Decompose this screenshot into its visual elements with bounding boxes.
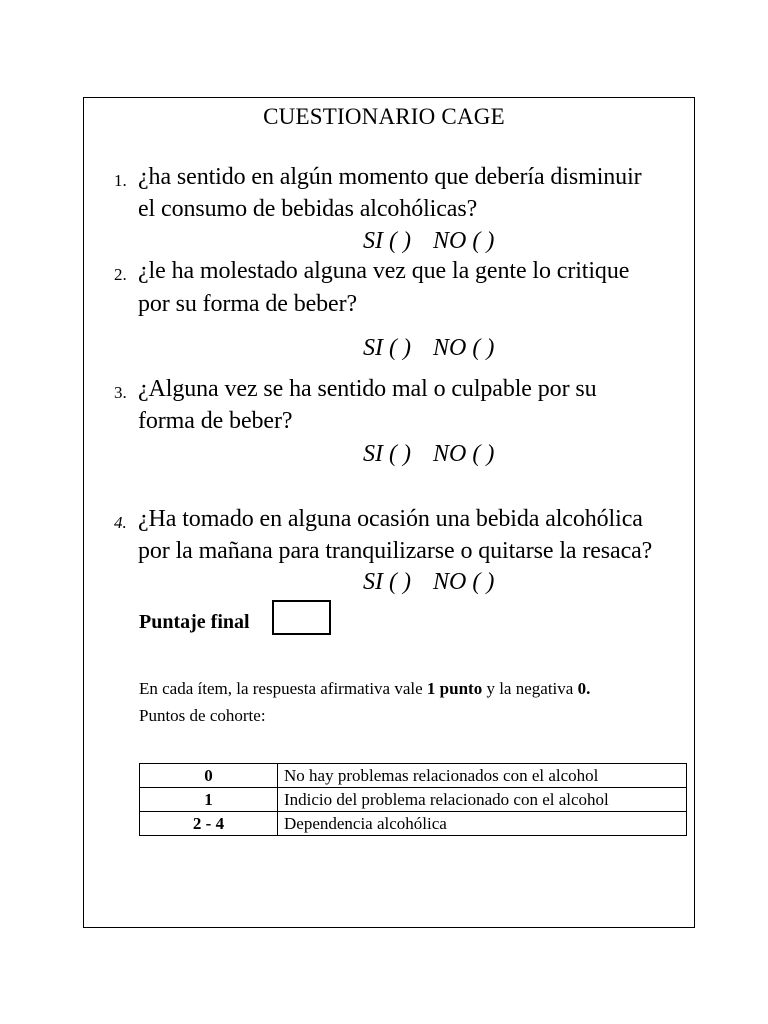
- question-3-line-2: forma de beber?: [138, 408, 293, 434]
- cutoff-description: Indicio del problema relacionado con el alcohol: [278, 788, 687, 812]
- scoring-note-point: 1 punto: [426, 679, 483, 698]
- question-1-line-2: el consumo de bebidas alcohólicas?: [138, 196, 478, 222]
- question-4-no-option[interactable]: NO ( ): [432, 569, 495, 595]
- question-1-number: 1.: [114, 171, 127, 190]
- cutoff-score: 1: [140, 788, 278, 812]
- question-2-yes-option[interactable]: SI ( ): [363, 335, 411, 361]
- cutoff-description: Dependencia alcohólica: [278, 812, 687, 836]
- table-row: [140, 812, 687, 836]
- cutoff-description: No hay problemas relacionados con el alcohol: [278, 764, 687, 788]
- final-score-label: Puntaje final: [139, 611, 250, 633]
- question-2-line-2: por su forma de beber?: [138, 291, 358, 317]
- cutoff-score: 2 - 4: [140, 812, 278, 836]
- question-1-no-option[interactable]: NO ( ): [432, 228, 495, 254]
- question-4-answer: [363, 569, 494, 596]
- question-3-no-option[interactable]: NO ( ): [432, 441, 495, 467]
- question-2-number: 2.: [114, 265, 127, 284]
- question-4-yes-option[interactable]: SI ( ): [363, 569, 411, 595]
- table-row: [140, 788, 687, 812]
- question-4-line-2: por la mañana para tranquilizarse o quitarse la resaca?: [138, 538, 653, 564]
- question-2-line-1: ¿le ha molestado alguna vez que la gente lo critique: [138, 258, 630, 284]
- question-4-line-1: ¿Ha tomado en alguna ocasión una bebida alcohólica: [138, 506, 643, 532]
- cutoff-score: 0: [140, 764, 278, 788]
- cutoff-table: [139, 763, 687, 836]
- question-3-number: 3.: [114, 383, 127, 402]
- document-title: CUESTIONARIO CAGE: [263, 104, 505, 129]
- cutoff-heading: Puntos de cohorte:: [139, 706, 266, 725]
- question-1-answer: [363, 228, 494, 255]
- question-1-yes-option[interactable]: SI ( ): [363, 228, 411, 254]
- scoring-note-zero: 0.: [577, 679, 591, 698]
- final-score-box[interactable]: [272, 600, 331, 635]
- question-3-answer: [363, 441, 494, 468]
- question-1-line-1: ¿ha sentido en algún momento que debería disminuir: [138, 164, 642, 190]
- question-2-no-option[interactable]: NO ( ): [432, 335, 495, 361]
- scoring-note-part-1: En cada ítem, la respuesta afirmativa vale: [139, 679, 427, 698]
- scoring-note: [139, 679, 590, 699]
- question-2-answer: [363, 335, 494, 362]
- table-row: [140, 764, 687, 788]
- question-3-yes-option[interactable]: SI ( ): [363, 441, 411, 467]
- question-3-line-1: ¿Alguna vez se ha sentido mal o culpable por su: [138, 376, 597, 402]
- scoring-note-part-2: y la negativa: [482, 679, 578, 698]
- question-4-number: 4.: [114, 513, 127, 532]
